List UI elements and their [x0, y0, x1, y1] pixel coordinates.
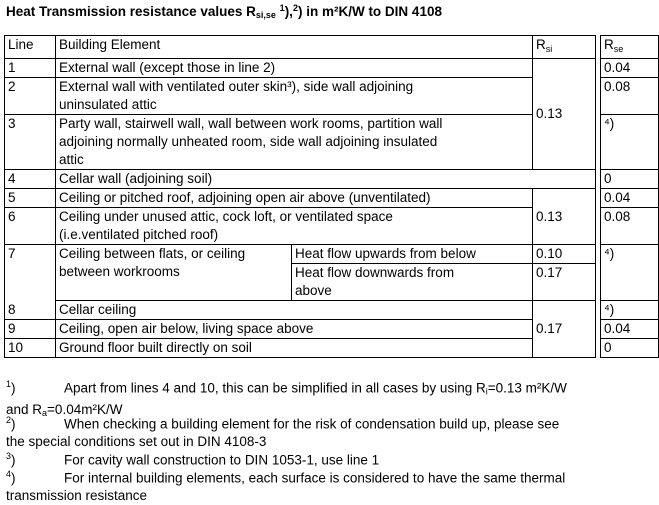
building-element: Party wall, stairwell wall, wall between work rooms, partition wall adjoining normally unheated room, side wall adjoining insulated attic [56, 115, 533, 170]
heat-flow-downwards: Heat flow downwards from above [292, 264, 533, 301]
rsi-value: 0.17 [533, 264, 596, 301]
header-building-element: Building Element [56, 36, 533, 59]
heat-flow-upwards: Heat flow upwards from below [292, 245, 533, 264]
line-number: 8 [5, 301, 56, 320]
header-line: Line [5, 36, 56, 59]
rsi-value: 0.13 [533, 189, 596, 245]
line-number: 5 [5, 189, 56, 208]
table-row [5, 245, 659, 264]
line-number: 2 [5, 78, 56, 115]
line-number: 6 [5, 208, 56, 245]
table-row [5, 301, 659, 320]
building-element: Ceiling, open air below, living space above [56, 320, 533, 339]
rse-value: 0.08 [601, 208, 659, 245]
line-number: 7 [5, 245, 56, 301]
building-element: Cellar wall (adjoining soil) [56, 170, 596, 189]
building-element: Ceiling between flats, or ceiling between workrooms [56, 245, 292, 301]
rse-value: ⁴) [601, 301, 659, 320]
line-number: 10 [5, 339, 56, 358]
building-element: Ceiling under unused attic, cock loft, or ventilated space (i.e.ventilated pitched roof) [56, 208, 533, 245]
footnote-1: $^1$) Apart from lines 4 and 10, this can be simplified in all cases by using $R_i=0.13$ m²K/W and $R_a=0.04m^2K/W$ [6, 379, 567, 418]
building-element: Cellar ceiling [56, 301, 533, 320]
line-number: 9 [5, 320, 56, 339]
footnote-2: $^2$) When checking a building element for the risk of condensation build up, please see the special conditions set out in DIN 4108-3 [6, 415, 560, 449]
line-number: 3 [5, 115, 56, 170]
building-element: Ceiling or pitched roof, adjoining open air above (unventilated) [56, 189, 533, 208]
line-number: 1 [5, 59, 56, 78]
rse-value: 0.04 [601, 59, 659, 78]
header-rsi: $R_{si}$ [533, 36, 596, 59]
rse-value: ⁴) [601, 115, 659, 170]
building-element: External wall with ventilated outer skin³), side wall adjoining uninsulated attic [56, 78, 533, 115]
rse-value: 0.04 [601, 189, 659, 208]
building-element: Ground floor built directly on soil [56, 339, 533, 358]
table-header-row [5, 36, 659, 59]
rsi-value: 0.17 [533, 301, 596, 358]
rse-value: 0 [601, 339, 659, 358]
line-number: 4 [5, 170, 56, 189]
rse-value: 0.08 [601, 78, 659, 115]
rse-value: ⁴) [601, 245, 659, 301]
page-title: Heat Transmission resistance values $R_{si,se}$ $^1$),$^2$) in m²K/W to DIN 4108 [6, 3, 442, 20]
rsi-value: 0.10 [533, 245, 596, 264]
rse-value: 0.04 [601, 320, 659, 339]
table-row [5, 170, 659, 189]
table-row [5, 189, 659, 208]
rse-value: 0 [601, 170, 659, 189]
footnote-3: $^3$) For cavity wall construction to DIN 1053-1, use line 1 [6, 451, 380, 468]
resistance-table [4, 35, 659, 358]
rsi-value: 0.13 [533, 59, 596, 170]
footnote-4: $^4$) For internal building elements, each surface is considered to have the same thermal transmission resistance [6, 469, 566, 503]
header-rse: $R_{se}$ [601, 36, 659, 59]
building-element: External wall (except those in line 2) [56, 59, 533, 78]
table-row [5, 59, 659, 78]
